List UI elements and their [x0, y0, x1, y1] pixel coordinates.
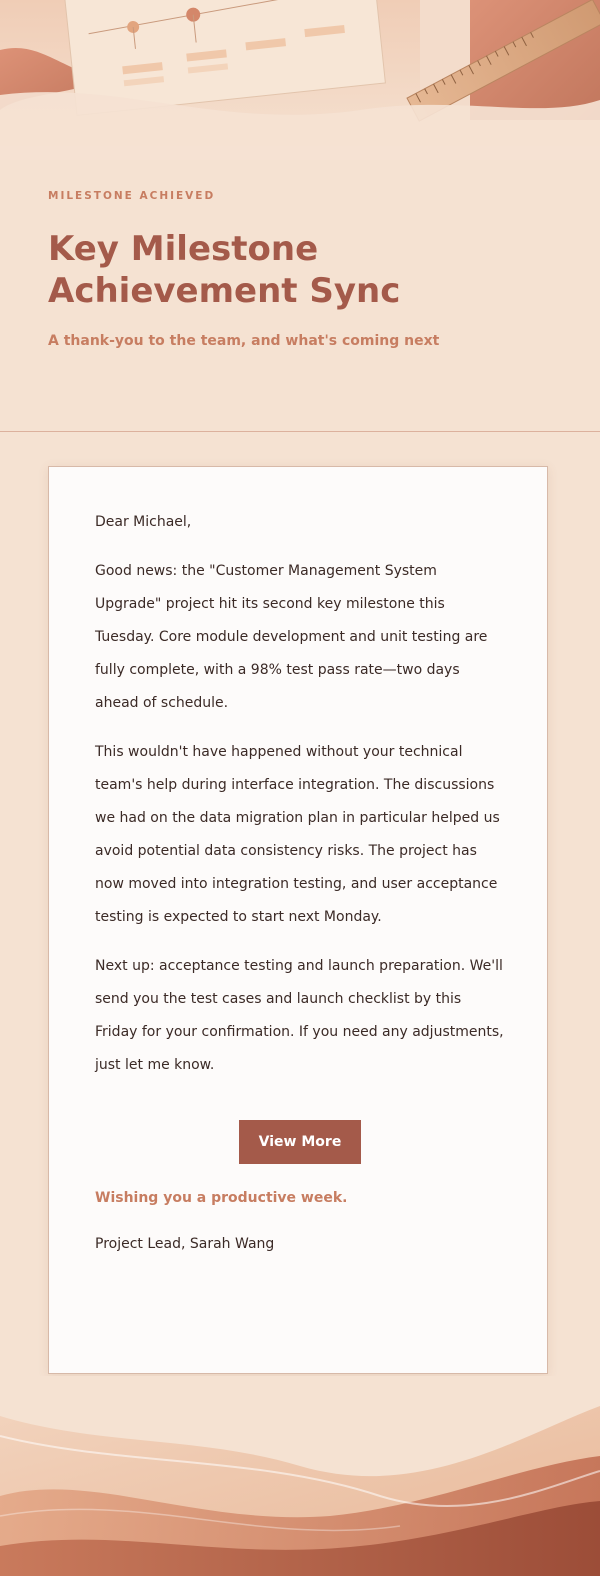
- header-illustration: [0, 0, 600, 160]
- body-paragraph: Good news: the "Customer Management System Upgrade" project hit its second key milestone this Tuesday. Core module development and unit testing are fully complete, with a 98% test pass rate—two days ahead of schedule.: [95, 563, 488, 711]
- view-more-button[interactable]: View More: [239, 1120, 362, 1164]
- body-paragraph: Next up: acceptance testing and launch preparation. We'll send you the test cases and launch checklist by this Friday for your confirmation. If you need any adjustments, just let me know.: [95, 958, 504, 1073]
- header-divider: [0, 431, 600, 432]
- body-paragraph: This wouldn't have happened without your technical team's help during interface integration. The discussions we had on the data migration plan in particular helped us avoid potential data consistency risks. The project has now moved into integration testing, and user acceptance testing is expected to start next Monday.: [95, 744, 500, 925]
- footer-illustration: [0, 1376, 600, 1576]
- message-card: [48, 466, 548, 1374]
- email-title: Key Milestone Achievement Sync: [48, 229, 401, 311]
- email-header: [0, 160, 600, 432]
- closing-line: Wishing you a productive week.: [95, 1190, 348, 1206]
- eyebrow-label: MILESTONE ACHIEVED: [48, 190, 216, 202]
- greeting: Dear Michael,: [95, 514, 192, 530]
- email-subtitle: A thank-you to the team, and what's coming next: [48, 333, 440, 349]
- signature: Project Lead, Sarah Wang: [95, 1236, 275, 1252]
